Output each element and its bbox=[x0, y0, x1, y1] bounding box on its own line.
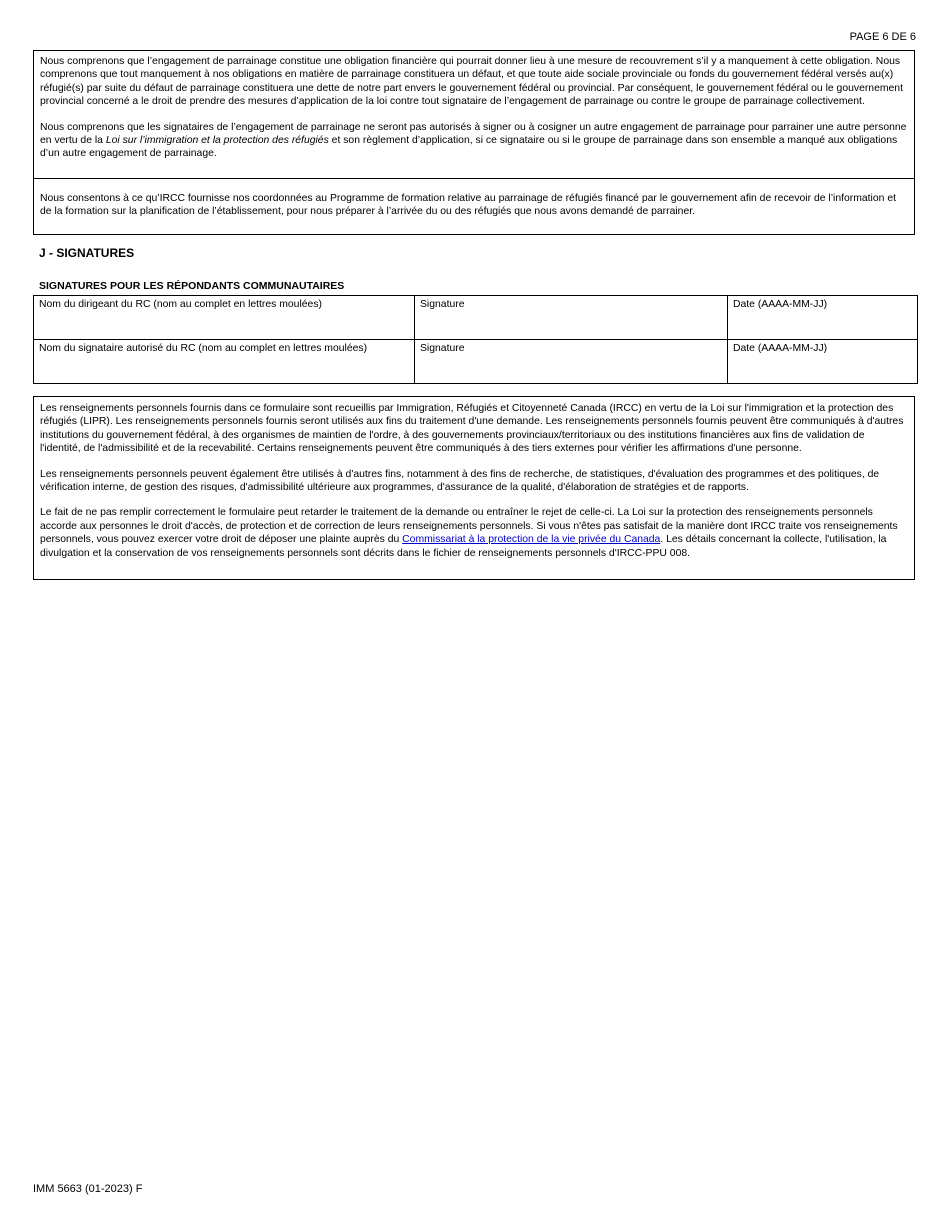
date-label: Date (AAAA-MM-JJ) bbox=[733, 343, 828, 354]
signature-table bbox=[33, 295, 918, 384]
undertaking-paragraph-2-end: et son règlement d’application, si ce signataire ou si le groupe de parrainage dans son ensemble a manqué aux obligations d’un autre engagement de parrainage. bbox=[40, 135, 898, 160]
leader-name-label: Nom du dirigeant du RC (nom au complet en lettres moulées) bbox=[39, 299, 322, 310]
undertaking-paragraph-1: Nous comprenons que l’engagement de parrainage constitue une obligation financière qui pourrait donner lieu à une mesure de recouvrement s’il y a manquement à cette obligation. Nous comprenons que tout manquement à nos obligations en matière de parrainage constituera un défaut, et que toute aide sociale provinciale ou fonds du gouvernement fédéral versés au(x) réfugié(s) par suite du défaut de parrainage constituera une dette de notre part envers le gouvernement fédéral ou provincial. Par conséquent, le gouvernement fédéral ou le gouvernement provincial concerné a le droit de prendre des mesures d’application de la loi contre tout signataire de l’engagement de parrainage ou contre le groupe de parrainage collectivement. bbox=[40, 56, 903, 108]
table-row bbox=[34, 296, 918, 340]
privacy-commissioner-link[interactable]: Commissariat à la protection de la vie privée du Canada bbox=[402, 534, 661, 546]
leader-date-field[interactable] bbox=[728, 296, 918, 340]
privacy-notice-box bbox=[33, 396, 915, 580]
act-title: Loi sur l’immigration et la protection des réfugiés bbox=[105, 135, 329, 147]
privacy-paragraph-3-start: Le fait de ne pas remplir correctement le formulaire peut retarder le traitement de la demande ou entraîner le rejet de celle-ci. La Loi sur la protection des renseignements personnels accorde aux personnes le droit d'accès, de protection et de correction de leurs renseignements personnels. Si vous n'êtes pas satisfait de la manière dont IRCC traite vos renseignements personnels, vous pouvez exercer votre droit de déposer une plainte auprès du bbox=[40, 507, 898, 546]
table-row bbox=[34, 340, 918, 384]
authorized-signatory-name-field[interactable] bbox=[34, 340, 415, 384]
authorized-signatory-name-label: Nom du signataire autorisé du RC (nom au complet en lettres moulées) bbox=[39, 343, 368, 354]
leader-signature-field[interactable] bbox=[415, 296, 728, 340]
undertaking-paragraph-2 bbox=[40, 121, 908, 161]
privacy-paragraph-3 bbox=[40, 506, 908, 560]
signature-label: Signature bbox=[420, 299, 465, 310]
signatures-subtitle: SIGNATURES POUR LES RÉPONDANTS COMMUNAUTAIRES bbox=[39, 280, 345, 292]
consent-box bbox=[33, 178, 915, 235]
privacy-paragraph-2: Les renseignements personnels peuvent également être utilisés à d'autres fins, notamment à des fins de recherche, de statistiques, d'évaluation des programmes et des politiques, de vérification interne, de gestion des risques, d'admissibilité ultérieure aux programmes, d'assurance de la qualité, d'élaboration de stratégies et de rapports. bbox=[40, 468, 880, 494]
undertaking-box bbox=[33, 50, 915, 179]
page-number: PAGE 6 DE 6 bbox=[849, 31, 916, 43]
authorized-signatory-signature-field[interactable] bbox=[415, 340, 728, 384]
date-label: Date (AAAA-MM-JJ) bbox=[733, 299, 828, 310]
undertaking-paragraph-2-start: Nous comprenons que les signataires de l’engagement de parrainage ne seront pas autorisés à signer ou à cosigner un autre engagement de parrainage pour parrainer une autre personne en vertu de la bbox=[40, 121, 907, 147]
section-j-title: J - SIGNATURES bbox=[39, 246, 135, 260]
authorized-signatory-date-field[interactable] bbox=[728, 340, 918, 384]
leader-name-field[interactable] bbox=[34, 296, 415, 340]
consent-text: Nous consentons à ce qu’IRCC fournisse nos coordonnées au Programme de formation relative au parrainage de réfugiés financé par le gouvernement afin de recevoir de l’information et de la formation sur la planification de l’établissement, pour nous préparer à l’arrivée du ou des réfugiés que nous avons demandé de parrainer. bbox=[40, 193, 896, 218]
privacy-paragraph-1: Les renseignements personnels fournis dans ce formulaire sont recueillis par Immigration, Réfugiés et Citoyenneté Canada (IRCC) en vertu de la Loi sur l'immigration et la protection des réfugiés (LIPR). Les renseignements personnels fournis seront utilisés aux fins du traitement d'une demande. Les renseignements personnels fournis peuvent être communiqués à d'autres institutions du gouvernement fédéral, à des organismes de maintien de l'ordre, à des gouvernements provinciaux/territoriaux ou des institutions financières aux fins de validation de l'identité, de l'admissibilité et de la recevabilité. Certains renseignements peuvent être communiqués à des tiers externes pour vérifier les affirmations d'une personne. bbox=[40, 403, 904, 455]
signature-label: Signature bbox=[420, 343, 465, 354]
privacy-paragraph-3-end: . Les détails concernant la collecte, l'utilisation, la divulgation et la conservation de vos renseignements personnels sont décrits dans le fichier de renseignements personnels d'IRCC-PPU 008. bbox=[40, 534, 887, 559]
form-code: IMM 5663 (01-2023) F bbox=[33, 1183, 143, 1195]
